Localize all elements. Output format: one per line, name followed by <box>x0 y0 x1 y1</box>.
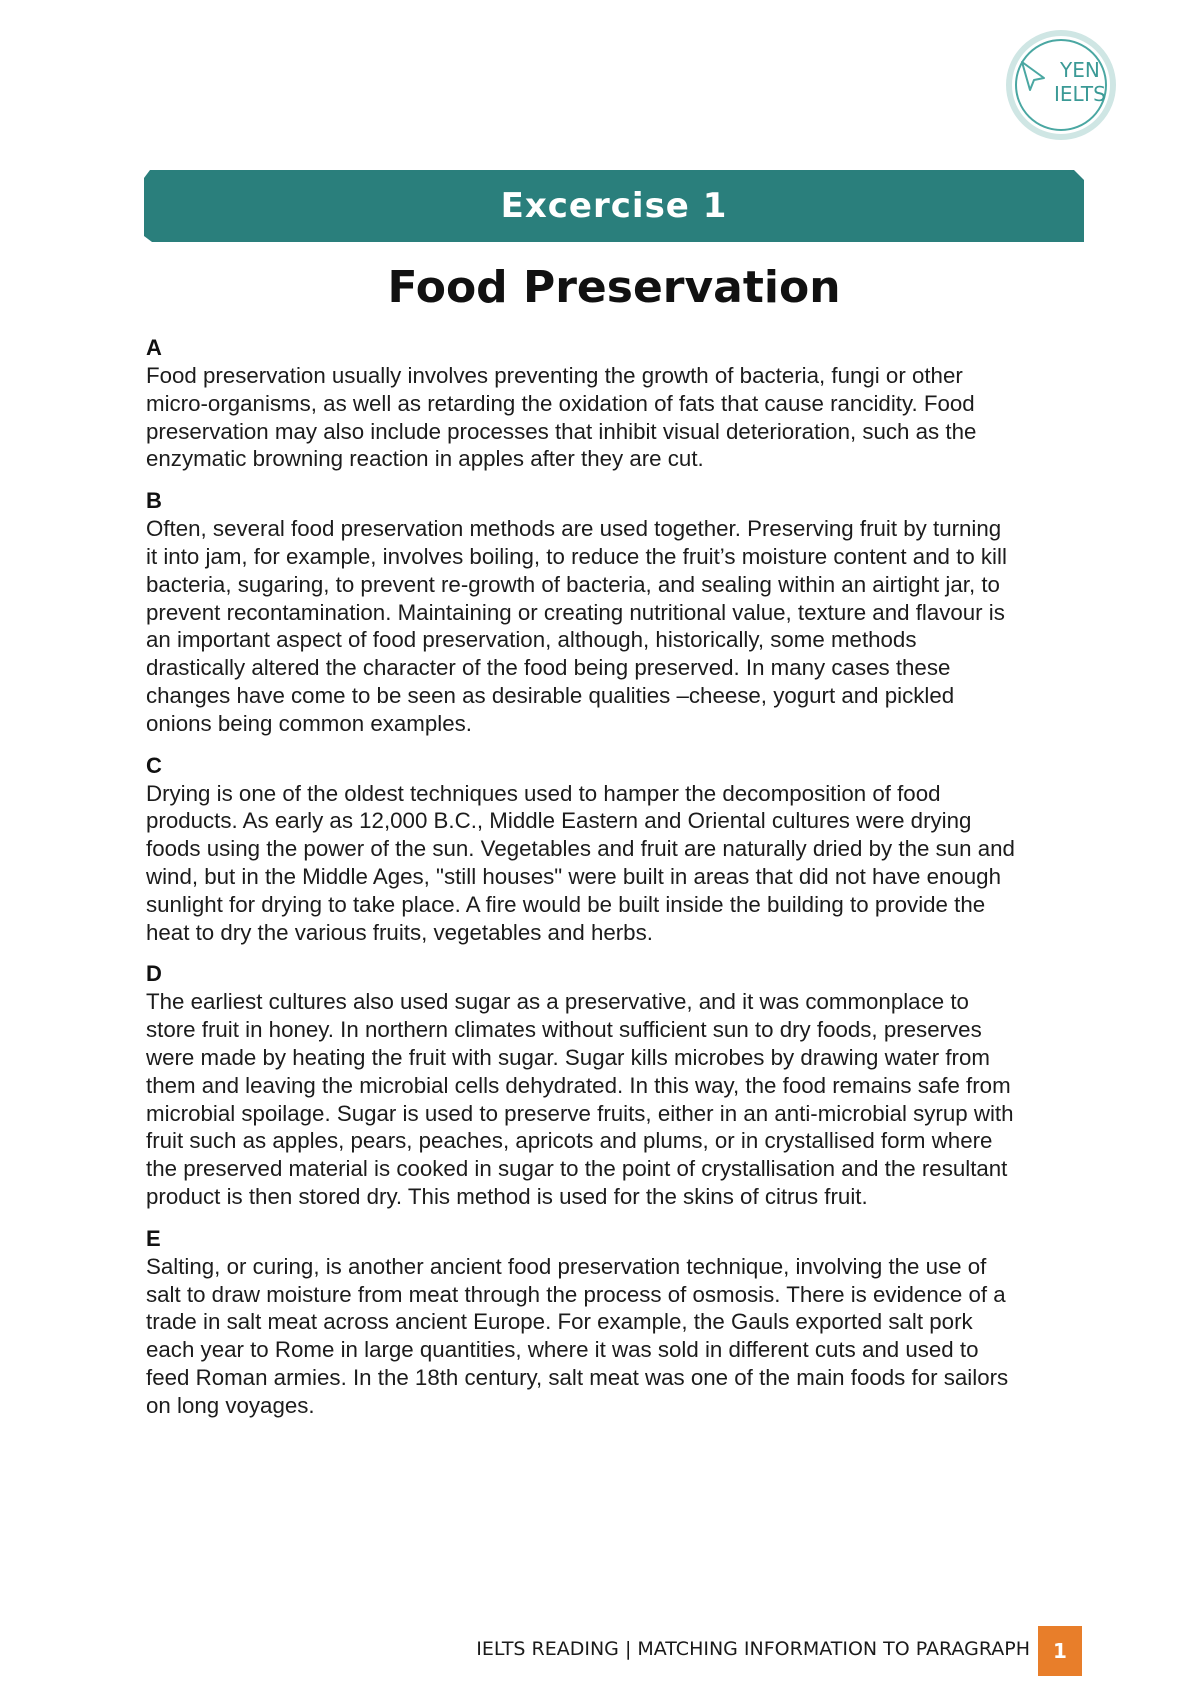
footer-label: IELTS READING | MATCHING INFORMATION TO PARAGRAPH <box>476 1638 1030 1660</box>
passage-content <box>146 334 1106 1434</box>
section-letter: E <box>146 1225 161 1251</box>
section-paragraph: Drying is one of the oldest techniques used to hamper the decomposition of food products. As early as 12,000 B.C., Middle Eastern and Oriental cultures were drying foods using the power of the sun. Vegetables and fruit are naturally dried by the sun and wind, but in the Middle Ages, "still houses" were built in areas that did not have enough sunlight for drying to take place. A fire would be built inside the building to provide the heat to dry the various fruits, vegetables and herbs. <box>146 780 1015 945</box>
section-letter: A <box>146 335 162 360</box>
section-d <box>146 960 1106 1210</box>
logo-wordmark <box>1054 58 1114 106</box>
section-letter: C <box>146 752 162 778</box>
section-paragraph: Salting, or curing, is another ancient food preservation technique, involving the use of salt to draw moisture from meat through the process of osmosis. There is evidence of a trade in salt meat across ancient Europe. For example, the Gauls exported salt pork each year to Rome in large quantities, where it was sold in different cuts and used to feed Roman armies. In the 18th century, salt meat was one of the main foods for sailors on long voyages. <box>146 1253 1009 1418</box>
section-b <box>146 487 1106 737</box>
section-paragraph: Often, several food preservation methods are used together. Preserving fruit by turning it into jam, for example, involves boiling, to reduce the fruit’s moisture content and to kill bacteria, sugaring, to prevent re-growth of bacteria, and sealing within an airtight jar, to prevent recontamination. Maintaining or creating nutritional value, texture and flavour is an important aspect of food preservation, although, historically, some methods drastically altered the character of the food being preserved. In many cases these changes have come to be seen as desirable qualities –cheese, yogurt and pickled onions being common examples. <box>146 516 1007 736</box>
section-paragraph: The earliest cultures also used sugar as a preservative, and it was commonplace to store fruit in honey. In northern climates without sufficient sun to dry foods, preserves were made by heating the fruit with sugar. Sugar kills microbes by drawing water from them and leaving the microbial cells dehydrated. In this way, the food remains safe from microbial spoilage. Sugar is used to preserve fruits, either in an anti-microbial syrup with fruit such as apples, pears, peaches, apricots and plums, or in crystallised form where the preserved material is cooked in sugar to the point of crystallisation and the resultant product is then stored dry. This method is used for the skins of citrus fruit. <box>146 989 1014 1209</box>
section-e <box>146 1225 1106 1420</box>
section-c <box>146 752 1106 947</box>
section-letter: D <box>146 961 162 987</box>
banner-title: Excercise 1 <box>500 186 728 226</box>
page-number-badge: 1 <box>1038 1626 1082 1676</box>
document-title: Food Preservation <box>387 262 841 313</box>
section-letter: B <box>146 488 162 514</box>
logo-line-1: YEN <box>1060 58 1100 82</box>
logo-line-2: IELTS <box>1054 82 1106 106</box>
section-a <box>146 334 1106 473</box>
section-paragraph: Food preservation usually involves preventing the growth of bacteria, fungi or other micro-organisms, as well as retarding the oxidation of fats that cause rancidity. Food preservation may also include processes that inhibit visual deterioration, such as the enzymatic browning reaction in apples after they are cut. <box>146 363 977 472</box>
